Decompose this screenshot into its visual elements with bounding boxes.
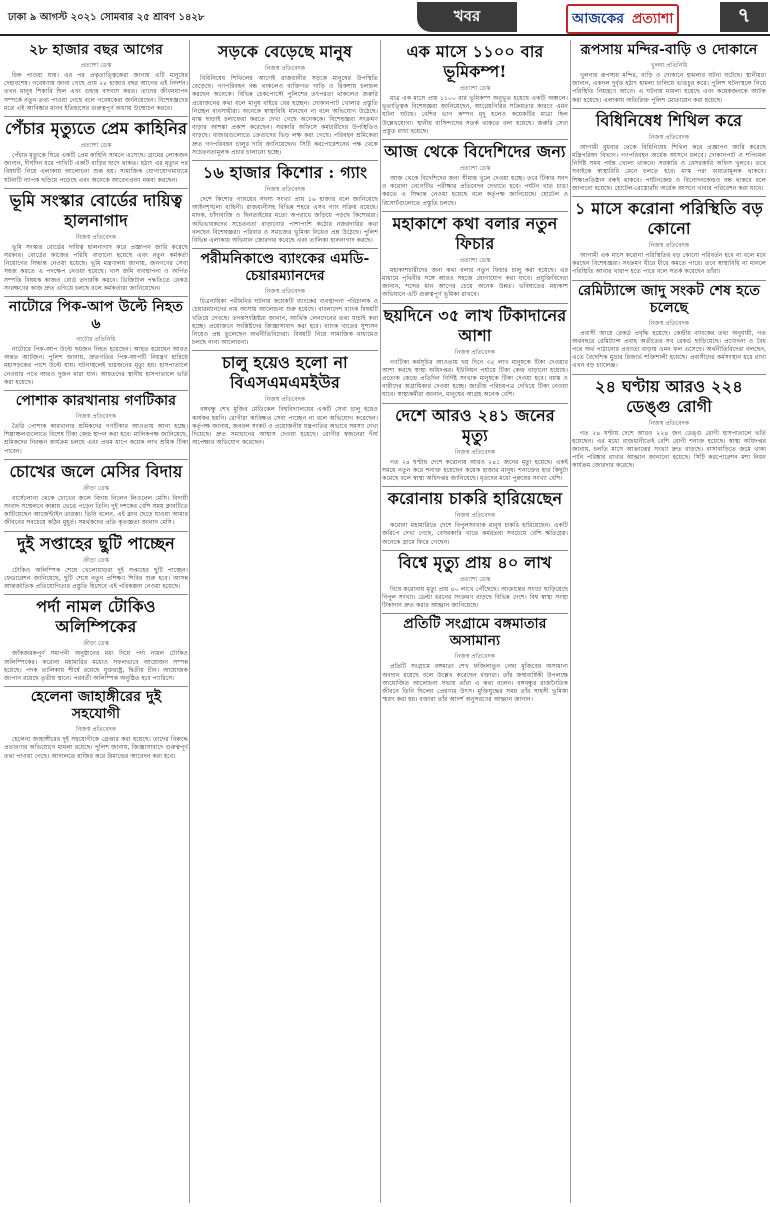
story-body: গত ২৪ ঘণ্টায় দেশে করোনায় আরও ২৪১ জনের মৃত্যু হয়েছে। একই সময়ে নতুন করে শনাক্ত হয়েছেন কয়েক হাজার মানুষ। শনাক্তের হার কিছুটা কমেছে বলে স্বাস্থ্য অধিদপ্তর জানিয়েছে। মৃতদের মধ্যে পুরুষের সংখ্যা বেশি। xyxy=(382,458,568,483)
story-body: চিহ্ন পাওয়া যায়। এর পর প্রত্নতাত্ত্বিকেরা জানায় এটি মানুষের দেহাবশেষ। গবেষণায় জানা গেছে প্রায় ২৮ হাজার বছর আগের এই নিদর্শন। তখন মানুষ শিকারি ছিল এবং গুহায় বসবাস করত। তাদের জীবনযাপন সম্পর্কে নতুন তথ্য পাওয়া গেছে বলে গবেষকেরা জানিয়েছেন। বিশেষজ্ঞদের মতে এই আবিষ্কার মানব ইতিহাসের গুরুত্বপূর্ণ অধ্যায় উন্মোচন করবে। xyxy=(4,72,188,112)
story xyxy=(382,404,568,488)
story-headline: আজ থেকে বিদেশিদের জন্য xyxy=(384,142,566,162)
story xyxy=(4,460,188,532)
story-body: আগামী বুধবার থেকে বিধিনিষেধ শিথিল করে প্রজ্ঞাপন জারি করেছে মন্ত্রিপরিষদ বিভাগ। গণপরিবহন অর্ধেক আসনে চলবে। দোকানপাট ও শপিংমল নির্দিষ্ট সময় পর্যন্ত খোলা থাকবে। সরকারি ও বেসরকারি অফিস খুলবে। তবে সবাইকে স্বাস্থ্যবিধি মেনে চলতে হবে। মাস্ক পরা বাধ্যতামূলক থাকবে। শিক্ষাপ্রতিষ্ঠান বন্ধই থাকবে। পর্যটনকেন্দ্র ও বিনোদনকেন্দ্রও বন্ধ থাকবে বলে জানানো হয়েছে। হোটেল-রেস্তোরাঁয় অর্ধেক আসনে খাবার পরিবেশন করা যাবে। xyxy=(572,143,766,192)
story-body: পেঁচার মৃত্যুকে ঘিরে একটি প্রেম কাহিনি সামনে এসেছে। গ্রামের লোকজন জানান, দীর্ঘদিন ধরে পাখিটি একটি বাড়ির ছাদে থাকত। হঠাৎ এর মৃত্যুর পর বিষয়টি নিয়ে এলাকায় আলোচনা শুরু হয়। সামাজিক যোগাযোগমাধ্যমে ঘটনাটি ব্যাপক ছড়িয়ে পড়েছে এবং অনেকে আবেগপ্রবণ মন্তব্য করছেন। xyxy=(4,152,188,184)
story xyxy=(4,297,188,391)
story-source: ক্রীড়া ডেস্ক xyxy=(83,556,109,564)
story xyxy=(192,351,378,450)
story-headline: দুই সপ্তাহের ছুটি পাচ্ছেন xyxy=(17,533,175,553)
story xyxy=(192,249,378,351)
story xyxy=(4,687,188,764)
story-source: নিজস্ব প্রতিবেদক xyxy=(264,186,306,194)
story-body: গত ২৪ ঘণ্টায় দেশে আরও ২২৪ জন ডেঙ্গু রোগী হাসপাতালে ভর্তি হয়েছেন। এর মধ্যে রাজধানীতেই বেশি রোগী শনাক্ত হয়েছে। স্বাস্থ্য অধিদপ্তর জানায়, চলতি মাসে আক্রান্তের সংখ্যা দ্রুত বাড়ছে। বাসাবাড়িতে জমে থাকা পানি পরিষ্কার রাখার আহ্বান জানানো হয়েছে। সিটি করপোরেশন মশা নিধন কার্যক্রম জোরদার করেছে। xyxy=(572,429,766,470)
story xyxy=(4,391,188,460)
story-source: নিজস্ব প্রতিবেদক xyxy=(454,348,496,356)
story-headline: চোখের জলে মেসির বিদায় xyxy=(9,461,183,481)
story-source: নিজস্ব প্রতিবেদক xyxy=(454,512,496,520)
story-source: নিজস্ব প্রতিবেদক xyxy=(648,133,690,141)
logo-part-2: প্রত্যাশা xyxy=(631,11,674,27)
story-headline: প্রতিটি সংগ্রামে বঙ্গমাতার অসামান্য xyxy=(403,616,547,650)
column-divider xyxy=(380,40,381,1203)
story-headline: রূপসায় মন্দির-বাড়ি ও দোকানে xyxy=(580,42,758,58)
story-source: নিজস্ব প্রতিবেদক xyxy=(454,653,496,661)
story xyxy=(572,40,766,109)
story-headline: ১ মাসে করোনা পরিস্থিতি বড় কোনো xyxy=(575,199,763,239)
story-body: নাটোরে পিক-আপ উল্টে ছয়জন নিহত হয়েছেন। আহত হয়েছেন আরও অন্তত আটজন। পুলিশ জানায়, দ্রুতগতির পিক-আপটি নিয়ন্ত্রণ হারিয়ে মহাসড়কের পাশে উল্টে যায়। ঘটনাস্থলেই চারজনের মৃত্যু হয়। হাসপাতালে নেওয়ার পথে আরও দুজন মারা যান। আহতদের স্থানীয় হাসপাতালে ভর্তি করা হয়েছে। xyxy=(4,346,188,386)
story-source: খুলনা প্রতিনিধি xyxy=(650,62,688,69)
story xyxy=(382,551,568,615)
story-source: নিজস্ব প্রতিবেদক xyxy=(75,413,117,421)
story-headline: সড়কে বেড়েছে মানুষ xyxy=(217,42,353,61)
page-number: ৭ xyxy=(720,2,768,32)
story-headline: মহাকাশে কথা বলার নতুন ফিচার xyxy=(392,213,558,253)
story-source: প্রত্যাশা ডেস্ক xyxy=(80,142,112,150)
story xyxy=(572,197,766,281)
story-headline: নাটোরে পিক-আপ উল্টে নিহত ৬ xyxy=(8,299,184,333)
story-body: আগামী এক মাসে করোনা পরিস্থিতির বড় কোনো পরিবর্তন হবে না বলে মনে করছেন বিশেষজ্ঞরা। সংক্রমণ ধীরে ধীরে কমতে পারে। তবে স্বাস্থ্যবিধি না মানলে পরিস্থিতি আবার খারাপ হতে পারে বলে সতর্ক করেছেন তাঁরা। xyxy=(572,252,766,276)
column-1 xyxy=(4,40,188,1203)
story-body: গণটিকা কর্মসূচির আওতায় ছয় দিনে ৩৫ লাখ মানুষকে টিকা দেওয়ার আশা করছে স্বাস্থ্য অধিদপ্তর। ইউনিয়ন পর্যায়ে টিকা কেন্দ্র বাড়ানো হয়েছে। প্রত্যেক কেন্দ্রে প্রতিদিন নির্দিষ্ট সংখ্যক মানুষকে টিকা দেওয়া হবে। বয়স্ক ও নারীদের অগ্রাধিকার দেওয়া হচ্ছে। জাতীয় পরিচয়পত্র দেখিয়ে টিকা নেওয়া যাবে। স্বাস্থ্যকর্মীরা জানান, মানুষের আগ্রহ অনেক বেশি। xyxy=(382,358,568,399)
story xyxy=(382,140,568,212)
story xyxy=(382,614,568,707)
story xyxy=(4,595,188,687)
column-3 xyxy=(382,40,568,1203)
story-source: ক্রীড়া ডেস্ক xyxy=(83,484,109,492)
story-body: প্রবাসী আয়ে রেকর্ড প্রবৃদ্ধি হয়েছে। কেন্দ্রীয় ব্যাংকের তথ্য অনুযায়ী, গত অর্থবছরে রেমিট্যান্স প্রবাহ অতীতের সব রেকর্ড ছাড়িয়েছে। প্রণোদনা ও বৈধ পথে অর্থ পাঠানোর প্রবণতা বাড়ায় এমন ফল এসেছে। অর্থনীতিবিদেরা বলছেন, এতে বৈদেশিক মুদ্রার রিজার্ভ শক্তিশালী হয়েছে। প্রবাসীদের কর্মসংস্থান ধরে রাখা এখন বড় চ্যালেঞ্জ। xyxy=(572,329,766,370)
column-divider xyxy=(570,40,571,1203)
masthead-divider xyxy=(0,34,770,36)
story-headline: পেঁচার মৃত্যুতে প্রেম কাহিনির xyxy=(4,119,188,139)
story xyxy=(382,487,568,551)
story-source: প্রত্যাশা ডেস্ক xyxy=(459,165,491,173)
story-source: প্রত্যাশা ডেস্ক xyxy=(459,575,491,583)
story-body: চিত্রনায়িকা পরীমনির ঘটনায় কয়েকটি ব্যাংকের ব্যবস্থাপনা পরিচালক ও চেয়ারম্যানদের নাম আসায় আলোচনা শুরু হয়েছে। বাংলাদেশ ব্যাংক বিষয়টি খতিয়ে দেখছে। তদন্তসংশ্লিষ্টরা জানান, আর্থিক লেনদেনের তথ্য যাচাই করা হচ্ছে। প্রয়োজনে সংশ্লিষ্টদের জিজ্ঞাসাবাদ করা হবে। ব্যাংক খাতের সুশাসন নিয়েও প্রশ্ন তুলেছেন অর্থনীতিবিদেরা। বিষয়টি নিয়ে সামাজিক মাধ্যমেও চলছে নানা আলোচনা। xyxy=(192,298,378,347)
story-headline: ১৬ হাজার কিশোর : গ্যাং xyxy=(202,163,368,183)
logo-part-1: আজকের xyxy=(572,11,624,27)
story-headline: করোনায় চাকরি হারিয়েছেন xyxy=(387,489,563,509)
story-body: মাত্র এক মাসে প্রায় ১১০০ বার ভূমিকম্প অনুভূত হয়েছে একটি অঞ্চলে। ভূতাত্ত্বিক বিশেষজ্ঞরা জানিয়েছেন, আগ্নেয়গিরির সক্রিয়তার কারণে এমন ঘটনা ঘটছে। বেশির ভাগ কম্পন মৃদু হলেও কয়েকটির মাত্রা ছিল উল্লেখযোগ্য। স্থানীয় বাসিন্দাদের সতর্ক থাকতে বলা হয়েছে। জরুরি সেবা প্রস্তুত রাখা হয়েছে। xyxy=(382,95,568,135)
story-headline: পোশাক কারখানায় গণটিকার xyxy=(15,393,177,410)
story xyxy=(4,40,188,117)
story xyxy=(572,375,766,474)
story-headline: এক মাসে ১১০০ বার ভূমিকম্প! xyxy=(406,42,544,81)
story xyxy=(382,304,568,404)
story xyxy=(4,532,188,596)
story-source: নিজস্ব প্রতিবেদক xyxy=(648,319,690,327)
masthead xyxy=(0,0,770,34)
story-headline: পরীমনিকাণ্ডে ব্যাংকের এমডি-চেয়ারম্যানদের xyxy=(200,251,370,285)
story-body: বার্সেলোনা থেকে চোখের জলে বিদায় নিলেন লিওনেল মেসি। বিদায়ী সংবাদ সম্মেলনে কান্নায় ভেঙে পড়েন তিনি। দুই দশকের বেশি সময় ক্লাবটিতে কাটিয়েছেন আর্জেন্টাইন তারকা। তিনি বলেন, এই ক্লাব ছেড়ে যাওয়া আমার জীবনের সবচেয়ে কঠিন মুহূর্ত। সমর্থকদের প্রতি কৃতজ্ঞতা জানান মেসি। xyxy=(4,494,188,527)
story-source: নিজস্ব প্রতিবেদক xyxy=(75,233,117,241)
story xyxy=(572,281,766,375)
story-headline: ভূমি সংস্কার বোর্ডের দায়িত্ব হালনাগাদ xyxy=(9,190,183,230)
story-source: নিজস্ব প্রতিবেদক xyxy=(264,288,306,296)
story-source: নিজস্ব প্রতিবেদক xyxy=(454,448,496,456)
story-body: করোনা মহামারিতে দেশে বিপুলসংখ্যক মানুষ চাকরি হারিয়েছেন। একটি জরিপে দেখা গেছে, বেসরকারি খাতে কর্মরতরা সবচেয়ে বেশি ক্ষতিগ্রস্ত। অনেকে গ্রামে ফিরে গেছেন। xyxy=(382,522,568,546)
story-headline: পর্দা নামল টোকিও অলিম্পিকের xyxy=(36,597,156,637)
story xyxy=(4,117,188,189)
story-body: জাঁকজমকপূর্ণ সমাপনী অনুষ্ঠানের মধ্য দিয়ে পর্দা নামল টোকিও অলিম্পিকের। করোনা মহামারির মধ্যেও সফলভাবে আয়োজন সম্পন্ন হয়েছে। পদক তালিকায় শীর্ষে রয়েছে যুক্তরাষ্ট্র, দ্বিতীয় চীন। আয়োজক জাপান রয়েছে তৃতীয় স্থানে। পরবর্তী অলিম্পিক অনুষ্ঠিত হবে প্যারিসে। xyxy=(4,650,188,682)
dateline: ঢাকা ৯ আগস্ট ২০২১ সোমবার ২৫ শ্রাবণ ১৪২৮ xyxy=(8,12,205,23)
story-body: খুলনার রূপসায় মন্দির, বাড়ি ও দোকানে হামলার ঘটনা ঘটেছে। স্থানীয়রা জানান, একদল দুর্বৃত্ত হঠাৎ হামলা চালিয়ে ভাঙচুর করে। পুলিশ ঘটনাস্থলে গিয়ে পরিস্থিতি নিয়ন্ত্রণে আনে। এ ঘটনায় মামলা হয়েছে এবং কয়েকজনকে আটক করা হয়েছে। এলাকায় অতিরিক্ত পুলিশ মোতায়েন করা হয়েছে। xyxy=(572,72,766,104)
story-source: প্রত্যাশা ডেস্ক xyxy=(80,62,112,69)
newspaper-logo xyxy=(566,4,679,34)
story-source: প্রত্যাশা ডেস্ক xyxy=(459,85,491,92)
story-headline: দেশে আরও ২৪১ জনের মৃত্যু xyxy=(395,405,555,445)
story-source: নিজস্ব প্রতিবেদক xyxy=(648,419,690,427)
story-source: নিজস্ব প্রতিবেদক xyxy=(75,726,117,734)
story-body: দেশে কিশোর গ্যাংয়ের সদস্য সংখ্যা প্রায় ১৬ হাজার বলে জানিয়েছে আইনশৃঙ্খলা বাহিনী। রাজধানীসহ বিভিন্ন শহরে এসব গ্যাং সক্রিয় রয়েছে। মাদক, চাঁদাবাজি ও ছিনতাইয়ের মতো অপরাধে জড়িয়ে পড়ছে কিশোররা। অভিভাবকদের সচেতনতা বাড়ানোর পাশাপাশি কঠোর নজরদারির কথা বলছেন বিশেষজ্ঞরা। পরিবার ও সমাজের ভূমিকা নিয়েও প্রশ্ন উঠেছে। পুলিশ বিভিন্ন এলাকায় অভিযান জোরদার করেছে এবং তালিকা হালনাগাদ করছে। xyxy=(192,196,378,245)
story-body: টোকিও অলিম্পিক শেষে খেলোয়াড়রা দুই সপ্তাহের ছুটি পাচ্ছেন। ফেডারেশন জানিয়েছে, ছুটি শেষে নতুন প্রশিক্ষণ শিবির শুরু হবে। আসন্ন আন্তর্জাতিক প্রতিযোগিতার প্রস্তুতি হিসেবে এই পরিকল্পনা নেওয়া হয়েছে। xyxy=(4,566,188,591)
story-headline: ২৪ ঘণ্টায় আরও ২২৪ ডেঙ্গু রোগী xyxy=(595,376,743,416)
story xyxy=(192,40,378,161)
column-divider xyxy=(189,40,190,1203)
story xyxy=(4,189,188,297)
story-body: বঙ্গবন্ধু শেখ মুজিব মেডিকেল বিশ্ববিদ্যালয়ের একটি সেবা চালু হয়েও কার্যকর হয়নি। রোগীরা কাঙ্ক্ষিত সেবা পাচ্ছেন না বলে অভিযোগ করেছেন। কর্তৃপক্ষ জানায়, জনবল সংকট ও প্রয়োজনীয় যন্ত্রপাতির অভাবে সমস্যা দেখা দিয়েছে। দ্রুত সমাধানের আশ্বাস দেওয়া হয়েছে। রোগীর স্বজনেরা দীর্ঘ অপেক্ষার অভিযোগ করেছেন। xyxy=(192,406,378,447)
story-body: প্রতিটি সংগ্রামে বঙ্গমাতা শেখ ফজিলাতুন নেছা মুজিবের অসামান্য অবদান রয়েছে বলে উল্লেখ করেছেন বক্তারা। তাঁর জন্মবার্ষিকী উপলক্ষে আয়োজিত আলোচনা সভায় তাঁরা এ কথা বলেন। বঙ্গবন্ধুর রাজনৈতিক জীবনে তিনি ছিলেন প্রেরণার উৎস। মুক্তিযুদ্ধের সময় তাঁর সাহসী ভূমিকা স্মরণ করা হয়। বক্তারা তাঁর আদর্শ অনুসরণের আহ্বান জানান। xyxy=(382,663,568,704)
story-body: আজ থেকে বিদেশিদের জন্য সীমান্ত খুলে দেওয়া হচ্ছে। তবে টিকার সনদ ও করোনা নেগেটিভ পরীক্ষার প্রতিবেদন দেখাতে হবে। পর্যটন খাত চাঙা করতে এ সিদ্ধান্ত নেওয়া হয়েছে বলে কর্তৃপক্ষ জানিয়েছে। হোটেল ও রিসোর্টগুলোতে প্রস্তুতি চলছে। xyxy=(382,175,568,207)
story-source: নাটোর প্রতিনিধি xyxy=(76,336,116,344)
story-headline: বিশ্বে মৃত্যু প্রায় ৪০ লাখ xyxy=(398,552,552,572)
story xyxy=(382,212,568,304)
story-body: ভূমি সংস্কার বোর্ডের দায়িত্ব হালনাগাদ করে প্রজ্ঞাপন জারি করেছে সরকার। বোর্ডের কাজের পরিধি বাড়ানো হয়েছে এবং নতুন কর্মকর্তা নিয়োগের সিদ্ধান্ত নেওয়া হয়েছে। ভূমি মন্ত্রণালয় জানায়, জনগণের সেবা সহজ করতে এ পদক্ষেপ নেওয়া হয়েছে। খাস জমি ব্যবস্থাপনা ও অর্পিত সম্পত্তি বিষয়ক কাজও বোর্ড তদারকি করবে। ডিজিটাল পদ্ধতিতে রেকর্ড সংরক্ষণের কাজ দ্রুত এগিয়ে চলছে বলে কর্মকর্তারা জানিয়েছেন। xyxy=(4,243,188,292)
story-source: নিজস্ব প্রতিবেদক xyxy=(264,65,306,72)
story-body: হেলেনা জাহাঙ্গীরের দুই সহযোগীকে গ্রেপ্তার করা হয়েছে। তাদের বিরুদ্ধে প্রতারণার অভিযোগে মামলা রয়েছে। পুলিশ জানায়, জিজ্ঞাসাবাদে গুরুত্বপূর্ণ তথ্য পাওয়া গেছে। আদালতে হাজির করে রিমান্ডের আবেদন করা হবে। xyxy=(4,736,188,760)
story xyxy=(192,161,378,249)
story-headline: ২৮ হাজার বছর আগের xyxy=(28,42,164,58)
story-headline: রেমিট্যান্সে জাদু সংকট শেষ হতে চলেছে xyxy=(577,282,761,316)
story-body: বিধিনিষেধ শিথিলের আগেই রাজধানীর সড়কে মানুষের উপস্থিতি বেড়েছে। গণপরিবহন বন্ধ থাকলেও ব্যক্তিগত গাড়ি ও রিকশায় চলাচল করছেন অনেকে। বিভিন্ন চেকপোস্টে পুলিশের তৎপরতা থাকলেও জরুরি প্রয়োজনের কথা বলে মানুষ বাইরে বের হচ্ছেন। দোকানপাট খোলার প্রস্তুতি নিচ্ছেন ব্যবসায়ীরা। অনেকে স্বাস্থ্যবিধি মানছেন না বলে অভিযোগ উঠেছে। মাস্ক ছাড়াই চলাফেরা করতে দেখা গেছে অনেককে। বিশেষজ্ঞরা সংক্রমণ বাড়ার আশঙ্কা প্রকাশ করেছেন। সরকারি অফিসে কর্মচারীদের উপস্থিতিও বাড়ছে। বাজারগুলোতে ক্রেতাদের ভিড় লক্ষ করা গেছে। পরিবহন শ্রমিকেরা দ্রুত গণপরিবহন চালুর দাবি জানিয়েছেন। সিটি করপোরেশনের পক্ষ থেকে সচেতনতামূলক প্রচার চালানো হচ্ছে। xyxy=(192,75,378,156)
story-headline: বিধিনিষেধ শিথিল করে xyxy=(595,110,743,130)
story xyxy=(572,109,766,197)
story-source: নিজস্ব প্রতিবেদক xyxy=(648,242,690,250)
story-body: মহাকাশচারীদের জন্য কথা বলার নতুন ফিচার চালু করা হয়েছে। এর মাধ্যমে পৃথিবীর সঙ্গে আরও সহজে যোগাযোগ করা যাবে। প্রযুক্তিবিদেরা জানান, শব্দের মান আগের চেয়ে অনেক উন্নত। ভবিষ্যতের মহাকাশ অভিযানে এটি গুরুত্বপূর্ণ ভূমিকা রাখবে। xyxy=(382,266,568,299)
section-label: খবর xyxy=(417,2,517,32)
story-body: তৈরি পোশাক কারখানার শ্রমিকদের গণটিকার আওতায় আনা হচ্ছে। শিল্পাঞ্চলগুলোতে বিশেষ টিকা কেন্দ্র স্থাপন করা হবে। মালিকপক্ষ জানিয়েছে, শ্রমিকদের নিবন্ধন কার্যক্রম চলছে এবং প্রথম ধাপে কয়েক লাখ শ্রমিক টিকা পাবেন। xyxy=(4,423,188,455)
story xyxy=(382,40,568,140)
story-headline: ছয়দিনে ৩৫ লাখ টিকাদানের আশা xyxy=(383,305,567,345)
story-body: বিশ্বে করোনায় মৃত্যু প্রায় ৪০ লাখে পৌঁছেছে। আক্রান্তের সংখ্যা ছাড়িয়েছে বিপুল সংখ্যা। ডেল্টা ধরনের সংক্রমণ বাড়ছে বিভিন্ন দেশে। বিশ্ব স্বাস্থ্য সংস্থা টিকাদান দ্রুত করার আহ্বান জানিয়েছে। xyxy=(382,585,568,610)
story-source: নিজস্ব প্রতিবেদক xyxy=(264,396,306,404)
column-2 xyxy=(192,40,378,1203)
story-source: ক্রীড়া ডেস্ক xyxy=(83,640,109,648)
column-4 xyxy=(572,40,766,1203)
story-headline: হেলেনা জাহাঙ্গীরের দুই সহযোগী xyxy=(30,689,162,723)
story-headline: চালু হয়েও হলো না বিএসএমএমইউর xyxy=(222,353,348,393)
story-source: প্রত্যাশা ডেস্ক xyxy=(459,256,491,264)
